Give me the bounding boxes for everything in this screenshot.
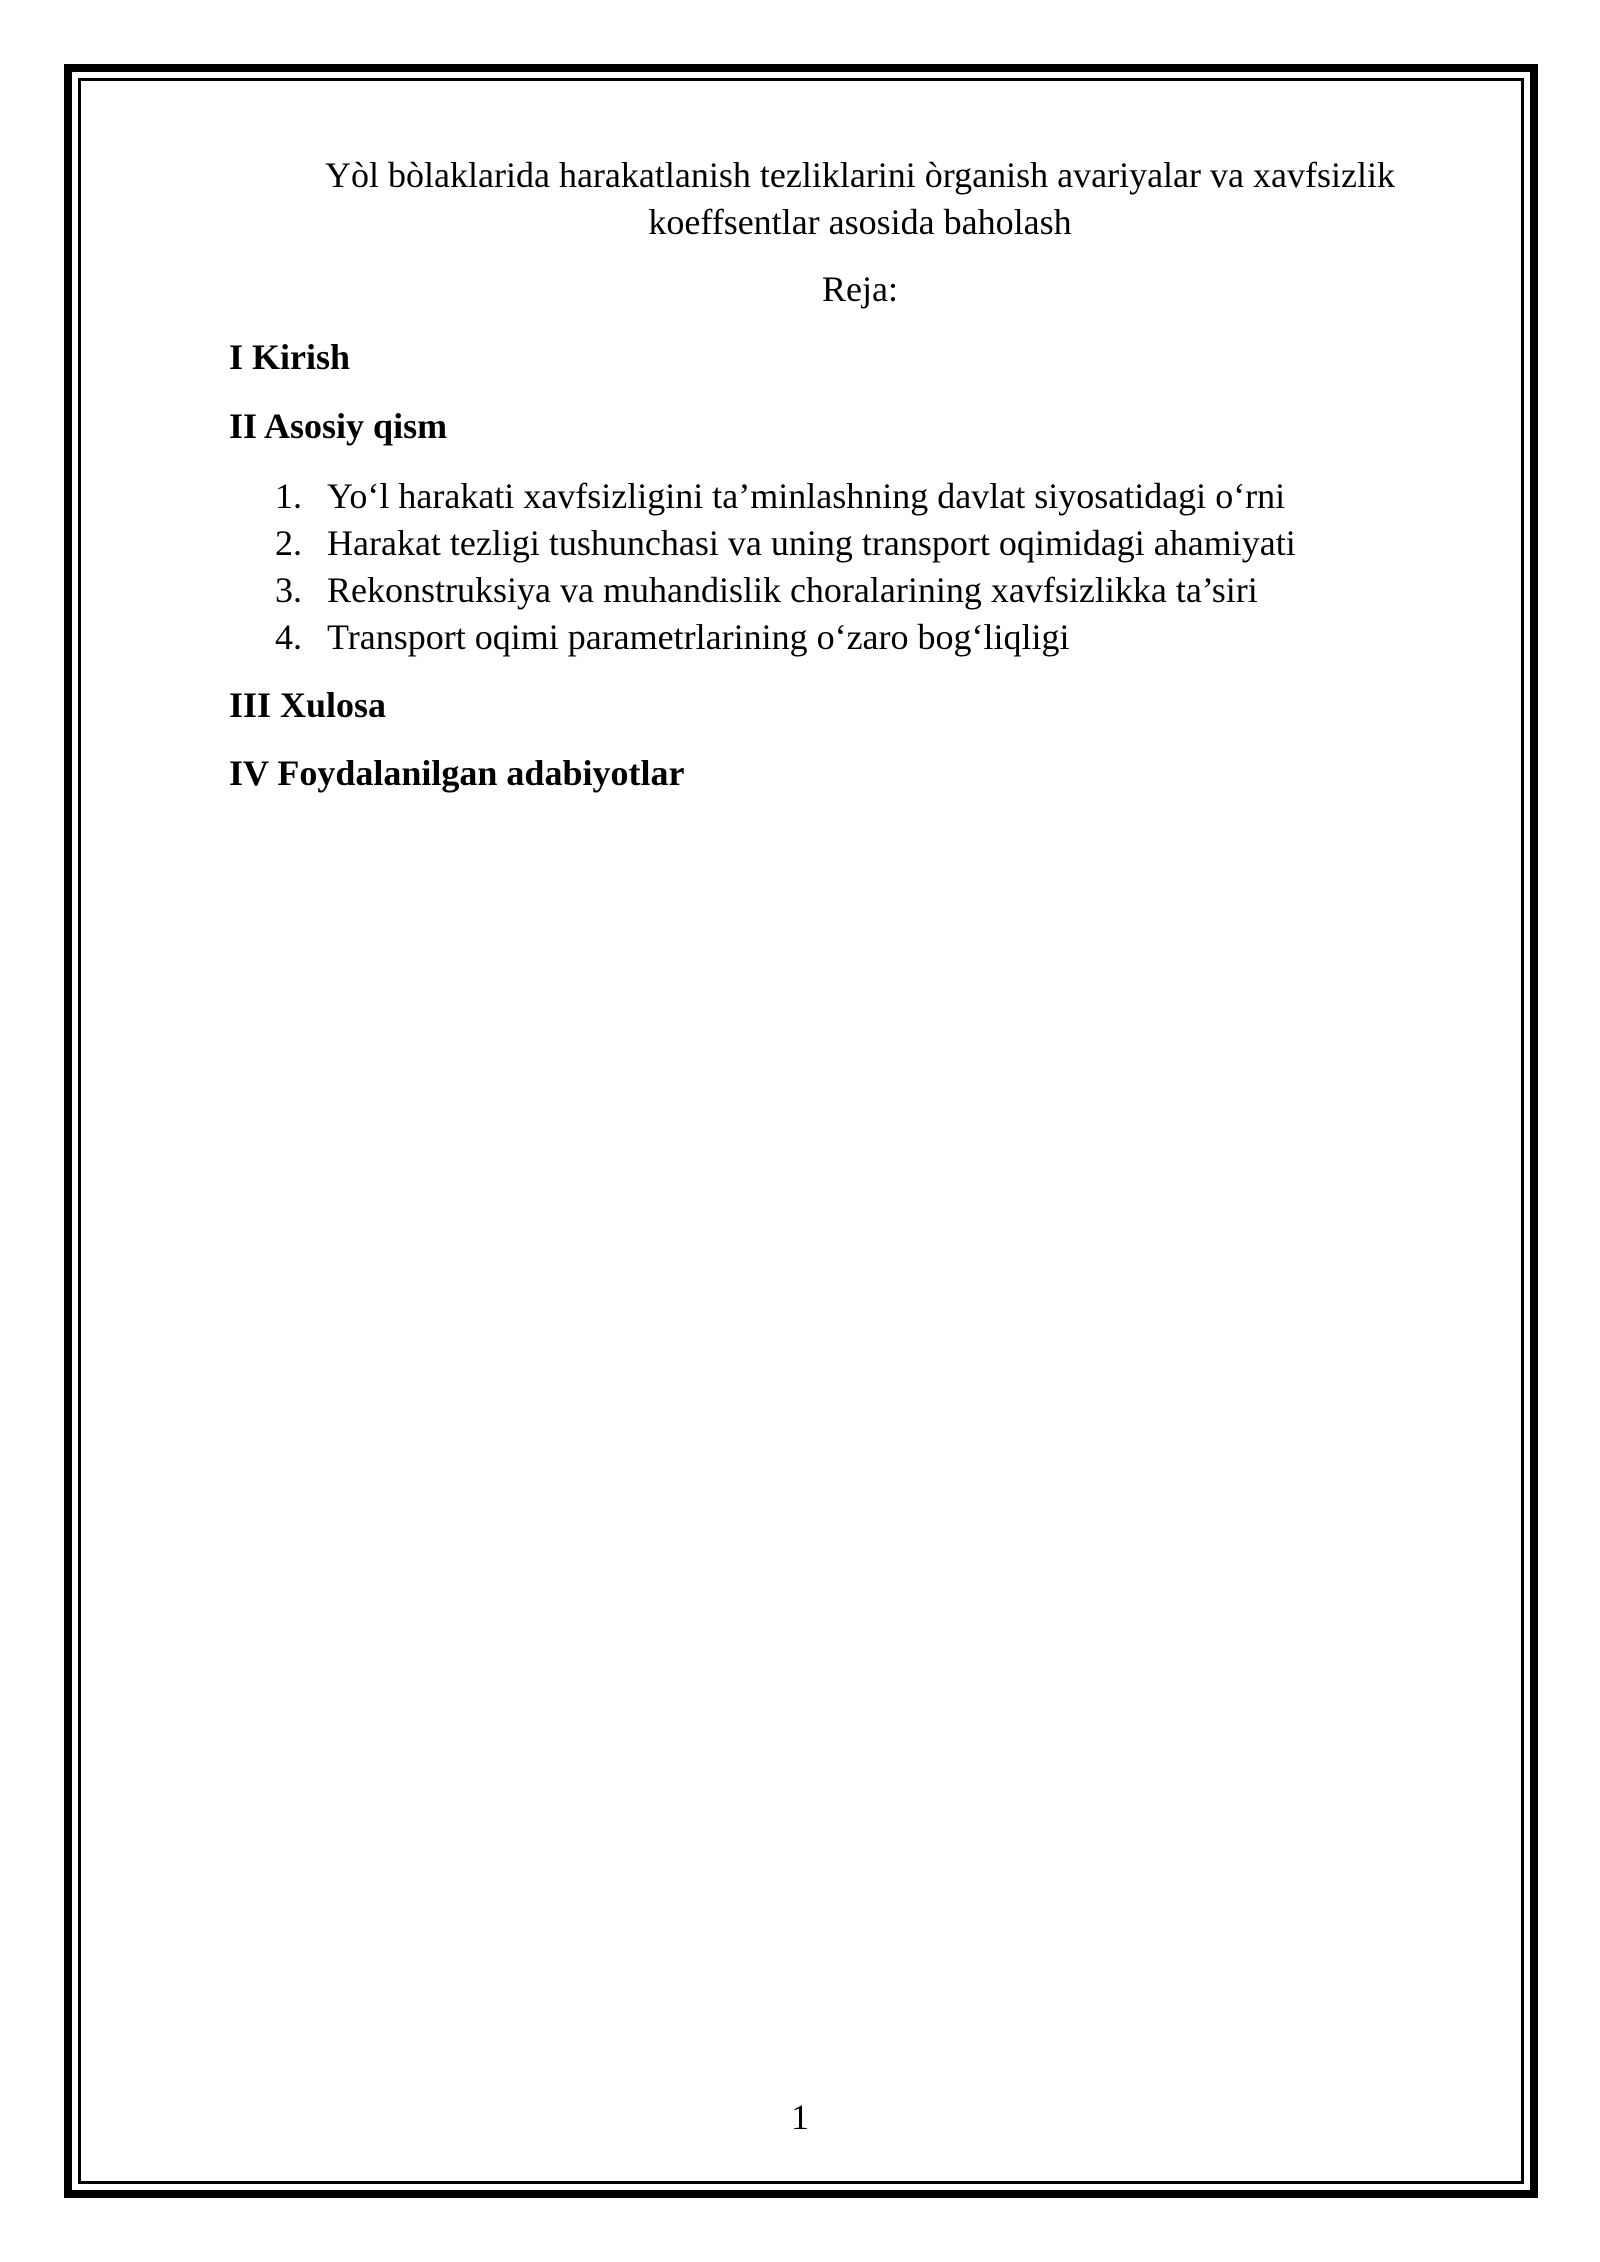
list-item-text: Transport oqimi parametrlarining o‘zaro bog‘liqligi — [327, 617, 1070, 657]
list-item-number: 4. — [275, 617, 302, 657]
list-item — [275, 473, 1296, 520]
list-item-text: Yo‘l harakati xavfsizligini ta’minlashning davlat siyosatidagi o‘rni — [327, 476, 1286, 516]
plan-label: Reja: — [822, 269, 898, 309]
list-item-number: 2. — [275, 523, 302, 563]
list-item-text: Rekonstruksiya va muhandislik choralarining xavfsizlikka ta’siri — [327, 570, 1258, 610]
section-heading-references: IV Foydalanilgan adabiyotlar — [229, 753, 685, 793]
section-heading-main-part: II Asosiy qism — [229, 406, 448, 446]
list-item — [275, 614, 1296, 661]
section-heading-introduction: I Kirish — [229, 337, 351, 377]
list-item — [275, 520, 1296, 567]
list-item — [275, 567, 1296, 614]
list-item-number: 1. — [275, 476, 302, 516]
page-number: 1 — [791, 2097, 809, 2137]
main-part-list — [275, 473, 1296, 661]
section-heading-conclusion: III Xulosa — [229, 685, 387, 725]
list-item-text: Harakat tezligi tushunchasi va uning transport oqimidagi ahamiyati — [327, 523, 1296, 563]
list-item-number: 3. — [275, 570, 302, 610]
document-title: Yòl bòlaklarida harakatlanish tezliklarini òrganish avariyalar va xavfsizlik koeffsentlar asosida baholash — [325, 155, 1395, 242]
